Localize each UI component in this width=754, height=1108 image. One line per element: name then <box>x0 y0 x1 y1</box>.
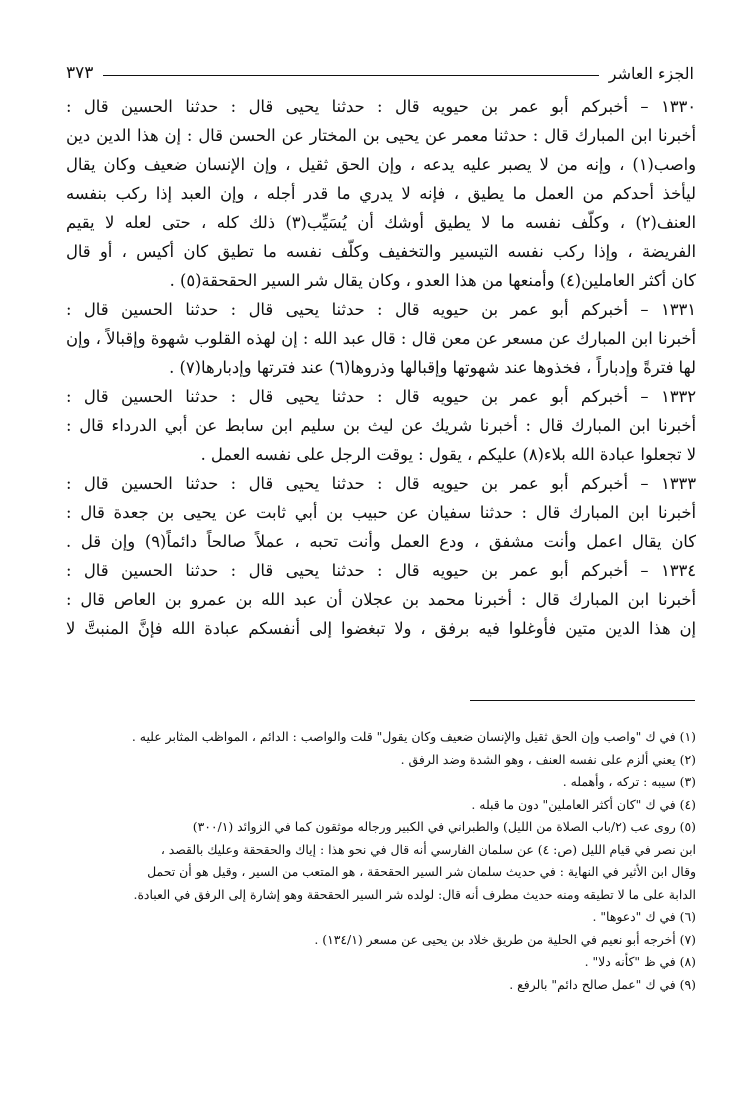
footnote-line: (٩) في ك "عمل صالح دائم" بالرفع . <box>509 976 696 992</box>
page-header <box>66 62 694 84</box>
footnote-line: (٣) سيبه : تركه ، وأهمله . <box>562 774 696 789</box>
text-line: ١٣٣٣ – أخبركم أبو عمر بن حيويه قال : حدثنا يحيى قال : حدثنا الحسين قال : <box>66 474 696 493</box>
text-line: واصب(١) ، وإنه من لا يصبر عليه يدعه ، وإن الحق ثقيل ، وإن الإنسان ضعيف وكان يقال <box>66 155 696 174</box>
text-line: ١٣٣١ – أخبركم أبو عمر بن حيويه قال : حدثنا يحيى قال : حدثنا الحسين قال : <box>66 300 696 319</box>
footnote-line: وقال ابن الأثير في النهاية : في حديث سلمان شر السير الحقحقة ، هو المتعب من السير ، وقيل هو أن تحمل <box>147 864 696 879</box>
text-line: ١٣٣٠ – أخبركم أبو عمر بن حيويه قال : حدثنا يحيى قال : حدثنا الحسين قال : <box>66 97 696 116</box>
footnote-line: الدابة على ما لا تطيقه ومنه حديث مطرف أنه قال: لولده شر السير الحقحقة وهو إشارة إلى الرفق في العبادة. <box>133 886 696 902</box>
text-line: أخبرنا ابن المبارك قال : حدثنا سفيان عن حبيب بن أبي ثابت عن يحيى بن جعدة قال : <box>66 503 696 522</box>
footnote-line: (٢) يعني ألزم على نفسه العنف ، وهو الشدة وضد الرفق . <box>400 751 696 767</box>
text-line: أخبرنا ابن المبارك قال : أخبرنا شريك عن ليث بن سليم ابن سابط عن أبي الدرداء قال : <box>66 416 696 435</box>
text-line: العنف(٢) ، وكلّف نفسه ما لا يطيق أوشك أن يُسَيِّب(٣) ذلك كله ، حتى لعله لا يقيم <box>66 213 696 232</box>
text-line: كان يقال اعمل وأنت مشفق ، ودع العمل وأنت تحبه ، عملاً صالحاً دائماً(٩) وإن قل . <box>66 532 696 551</box>
page-number: ٣٧٣ <box>66 63 94 83</box>
text-line: كان أكثر العاملين(٤) وأمنعها من هذا العدو ، وكان يقال شر السير الحقحقة(٥) . <box>169 271 696 290</box>
footnote-separator <box>470 700 695 701</box>
footnote-line: (٦) في ك "دعوها" . <box>592 909 696 924</box>
text-line: ليأخذ أحدكم من العمل ما يطيق ، فإنه لا يدري ما قدر أجله ، وإن العبد إذا ركب بنفسه <box>66 184 696 203</box>
text-line: ١٣٣٤ – أخبركم أبو عمر بن حيويه قال : حدثنا يحيى قال : حدثنا الحسين قال : <box>66 561 696 580</box>
footnote-line: (٧) أخرجه أبو نعيم في الحلية من طريق خلاد بن يحيى عن مسعر (١٣٤/١) . <box>314 931 696 947</box>
text-line: الفريضة ، وإذا ركب نفسه التيسير والتخفيف وكلّف نفسه ما تطيق كان أكيس ، أو قال <box>66 242 696 261</box>
header-rule <box>103 75 598 76</box>
text-line: ١٣٣٢ – أخبركم أبو عمر بن حيويه قال : حدثنا يحيى قال : حدثنا الحسين قال : <box>66 387 696 406</box>
main-text <box>66 92 696 643</box>
footnote-line: (١) في ك "واصب وإن الحق ثقيل والإنسان ضعيف وكان يقول" قلت والواصب : الدائم ، المواظب المثابر عليه . <box>131 729 696 744</box>
text-line: أخبرنا ابن المبارك عن مسعر عن معن قال : قال عبد الله : إن لهذه القلوب شهوة وإقبالاً ، وإن <box>66 329 696 348</box>
footnote-line: (٨) في ظ "كأنه دلا" . <box>584 954 696 969</box>
text-line: أخبرنا ابن المبارك قال : حدثنا معمر عن يحيى بن المختار عن الحسن قال : إن هذا الدين دين <box>66 126 696 145</box>
footnote-line: (٥) روى عب (٢/باب الصلاة من الليل) والطبراني في الكبير ورجاله موثقون كما في الزوائد (٣٠٠/١) <box>192 819 696 834</box>
running-title: الجزء العاشر <box>608 63 694 83</box>
footnotes <box>66 726 696 996</box>
text-line: لها فترةً وإدباراً ، فخذوها عند شهوتها وإقبالها وذروها(٦) عند فترتها وإدبارها(٧) . <box>169 358 696 377</box>
text-line: إن هذا الدين متين فأوغلوا فيه برفق ، ولا تبغضوا إلى أنفسكم عبادة الله فإنَّ المنبتَّ لا <box>66 619 696 638</box>
footnote-line: ابن نصر في قيام الليل (ص: ٤) عن سلمان الفارسي أنه قال في نحو هذا : إياك والحقحقة وعليك بالقصد ، <box>160 841 696 857</box>
footnote-line: (٤) في ك "كان أكثر العاملين" دون ما قبله . <box>471 796 696 812</box>
text-line: لا تجعلوا عبادة الله بلاء(٨) عليكم ، يقول : يوقت الرجل على نفسه العمل . <box>200 445 696 464</box>
text-line: أخبرنا ابن المبارك قال : أخبرنا محمد بن عجلان أن عبد الله بن عمرو بن العاص قال : <box>66 590 696 609</box>
